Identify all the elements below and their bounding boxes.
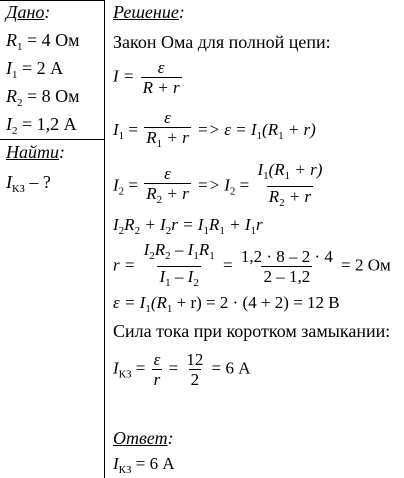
given-divider <box>0 139 104 140</box>
formula-emf-value: $\varepsilon = I_1(R_1 + r) = 2 \cdot (4 + 2) = 12$ В <box>113 293 340 315</box>
given-item-r2: $R_2 = 8$ Ом <box>6 86 80 109</box>
law-text: Закон Ома для полной цепи: <box>113 32 331 52</box>
formula-equate: $I_2R_2 + I_2r = I_1R_1 + I_1r$ <box>113 215 263 237</box>
given-item-i1: $I_1 = 2$ А <box>6 58 64 81</box>
find-item: $I_{КЗ}$ – ? <box>6 172 51 195</box>
formula-short-circuit: $I_{КЗ}$ = $\frac{\varepsilon}{r}$ = $\frac{12}{2}$ = 6 А <box>113 350 251 389</box>
find-header: Найти: <box>6 142 65 162</box>
solution-header: Решение: <box>113 2 185 22</box>
top-border <box>0 0 104 1</box>
column-divider <box>104 0 105 478</box>
given-item-i2: $I_2 = 1,2$ А <box>6 114 77 137</box>
answer-header: Ответ: <box>113 428 174 448</box>
formula-r: r = $\frac{I_2R_2 - I_1R_1}{I_1 - I_2}$ = $\frac{1,2 \cdot 8 - 2 \cdot 4}{2 - 1,2}$ = 2 Ом <box>113 240 391 293</box>
formula-ohm: I = $\frac{\varepsilon}{R + r}$ <box>113 58 180 97</box>
short-circuit-text: Сила тока при коротком замыкании: <box>113 321 391 341</box>
formula-eps: $I_1$ = $\frac{\varepsilon}{R_1 + r}$ => $\varepsilon = I_1(R_1 + r)$ <box>113 108 316 154</box>
given-item-r1: $R_1 = 4$ Ом <box>6 30 80 53</box>
formula-i2: $I_2$ = $\frac{\varepsilon}{R_2 + r}$ => $I_2$ = $\frac{I_1(R_1 + r)}{R_2 + r}$ <box>113 160 326 213</box>
answer-value: $I_{КЗ} = 6$ А <box>113 454 175 476</box>
given-header: Дано: <box>6 2 51 22</box>
